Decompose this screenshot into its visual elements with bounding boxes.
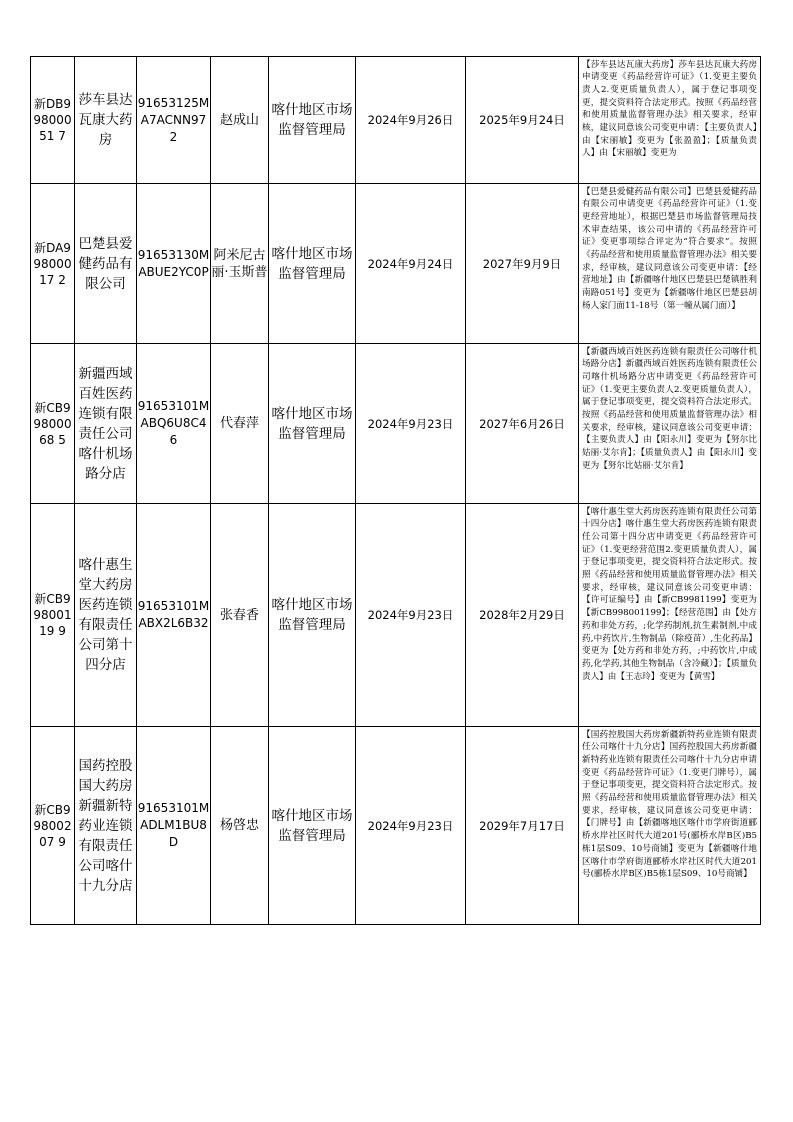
responsible-person: 阿米尼古丽·玉斯普 — [211, 184, 269, 344]
records-table — [30, 56, 761, 925]
table-row — [31, 344, 761, 504]
change-description: 【国药控股国大药房新疆新特药业连锁有限责任公司喀什十九分店】国药控股国大药房新疆新特药业连锁有限责任公司喀什十九分店申请变更《药品经营许可证》（1.变更门牌号），属于登记事项变更，提交资料符合法定形式。按照《药品经营和使用质量监督管理办法》相关要求，经审核，建议同意该公司变更申请：【门牌号】由【新疆喀地区喀什市学府街道郦桥水岸社区时代大道201号(郦桥水岸B区)B5栋1层S09、10号商铺】变更为【新疆喀什地区喀什市学府街道郦桥水岸社区时代大道201号(郦桥水岸B区)B5栋1层S09、10号商铺】 — [582, 729, 757, 880]
expiry-date: 2025年9月24日 — [466, 57, 579, 184]
responsible-person: 杨啓忠 — [211, 727, 269, 925]
company-name: 喀什惠生堂大药房医药连锁有限责任公司第十四分店 — [75, 504, 137, 727]
credit-code: 91653101MABQ6U8C46 — [137, 344, 211, 504]
company-name: 国药控股国大药房新疆新特药业连锁有限责任公司喀什十九分店 — [75, 727, 137, 925]
issue-date: 2024年9月23日 — [356, 504, 466, 727]
issue-date: 2024年9月23日 — [356, 727, 466, 925]
change-description-cell — [579, 727, 761, 925]
expiry-date: 2027年6月26日 — [466, 344, 579, 504]
responsible-person: 代春萍 — [211, 344, 269, 504]
issuing-authority: 喀什地区市场监督管理局 — [269, 727, 356, 925]
change-description: 【喀什惠生堂大药房医药连锁有限责任公司第十四分店】喀什惠生堂大药房医药连锁有限责任公司第十四分店申请变更《药品经营许可证》（1.变更经营范围2.变更质量负责人），属于登记事项变更，提交资料符合法定形式。按照《药品经营和使用质量监督管理办法》相关要求，经审核，建议同意该公司变更申请：【许可证编号】由【新CB9981199】变更为【新CB998001199】；【经营范围】由【处方药和非处方药，;化学药制剂,抗生素制剂,中成药,中药饮片,生物制品（除疫苗）,生化药品】变更为【处方药和非处方药，;中药饮片,中成药,化学药,其他生物制品（含冷藏）】；【质量负责人】由【王志玲】变更为【黄雪】 — [582, 506, 757, 682]
company-name: 巴楚县爱健药品有限公司 — [75, 184, 137, 344]
change-description: 【巴楚县爱健药品有限公司】巴楚县爱健药品有限公司申请变更《药品经营许可证》（1.变更经营地址），根据巴楚县市场监督管理局技术审查结果，该公司申请的《药品经营许可证》变更事项综合评定为“符合要求”。按照《药品经营和使用质量监督管理办法》相关要求，经审核，建议同意该公司变更申请：【经营地址】由【新疆喀什地区巴楚县巴楚镇胜利南路051号】变更为【新疆喀什地区巴楚县胡杨人家门面11-18号（第一幢从属门面）】 — [582, 186, 757, 311]
change-description-cell — [579, 344, 761, 504]
table-row — [31, 184, 761, 344]
responsible-person: 张春香 — [211, 504, 269, 727]
table-row — [31, 57, 761, 184]
license-number: 新CB99800119 9 — [31, 504, 75, 727]
change-description-cell — [579, 57, 761, 184]
license-number: 新DA99800017 2 — [31, 184, 75, 344]
issuing-authority: 喀什地区市场监督管理局 — [269, 184, 356, 344]
issuing-authority: 喀什地区市场监督管理局 — [269, 344, 356, 504]
responsible-person: 赵成山 — [211, 57, 269, 184]
issuing-authority: 喀什地区市场监督管理局 — [269, 504, 356, 727]
change-description-cell — [579, 184, 761, 344]
company-name: 莎车县达瓦康大药房 — [75, 57, 137, 184]
table-row — [31, 504, 761, 727]
issue-date: 2024年9月24日 — [356, 184, 466, 344]
issue-date: 2024年9月23日 — [356, 344, 466, 504]
credit-code: 91653130MABUE2YC0P — [137, 184, 211, 344]
issue-date: 2024年9月26日 — [356, 57, 466, 184]
license-number: 新DB99800051 7 — [31, 57, 75, 184]
expiry-date: 2028年2月29日 — [466, 504, 579, 727]
change-description-cell — [579, 504, 761, 727]
license-number: 新CB99800207 9 — [31, 727, 75, 925]
change-description: 【莎车县达瓦康大药房】莎车县达瓦康大药房申请变更《药品经营许可证》（1.变更主要负责人2.变更质量负责人），属于登记事项变更，提交资料符合法定形式。按照《药品经营和使用质量监督管理办法》相关要求，经审核，建议同意该公司变更申请：【主要负责人】由【宋丽敏】变更为【张盈盈】；【质量负责人】由【宋丽敏】变更为 — [582, 59, 757, 159]
credit-code: 91653125MA7ACNN972 — [137, 57, 211, 184]
change-description: 【新疆西域百姓医药连锁有限责任公司喀什机场路分店】新疆西域百姓医药连锁有限责任公司喀什机场路分店申请变更《药品经营许可证》（1.变更主要负责人2.变更质量负责人），属于登记事项变更，提交资料符合法定形式。按照《药品经营和使用质量监督管理办法》相关要求，经审核，建议同意该公司变更申请：【主要负责人】由【阳永川】变更为【努尔比姑丽·艾尔肯】；【质量负责人】由【阳永川】变更为【努尔比姑丽·艾尔肯】 — [582, 346, 757, 471]
issuing-authority: 喀什地区市场监督管理局 — [269, 57, 356, 184]
company-name: 新疆西域百姓医药连锁有限责任公司喀什机场路分店 — [75, 344, 137, 504]
license-number: 新CB99800068 5 — [31, 344, 75, 504]
expiry-date: 2027年9月9日 — [466, 184, 579, 344]
credit-code: 91653101MADLM1BU8D — [137, 727, 211, 925]
credit-code: 91653101MABX2L6B32 — [137, 504, 211, 727]
expiry-date: 2029年7月17日 — [466, 727, 579, 925]
table-row — [31, 727, 761, 925]
